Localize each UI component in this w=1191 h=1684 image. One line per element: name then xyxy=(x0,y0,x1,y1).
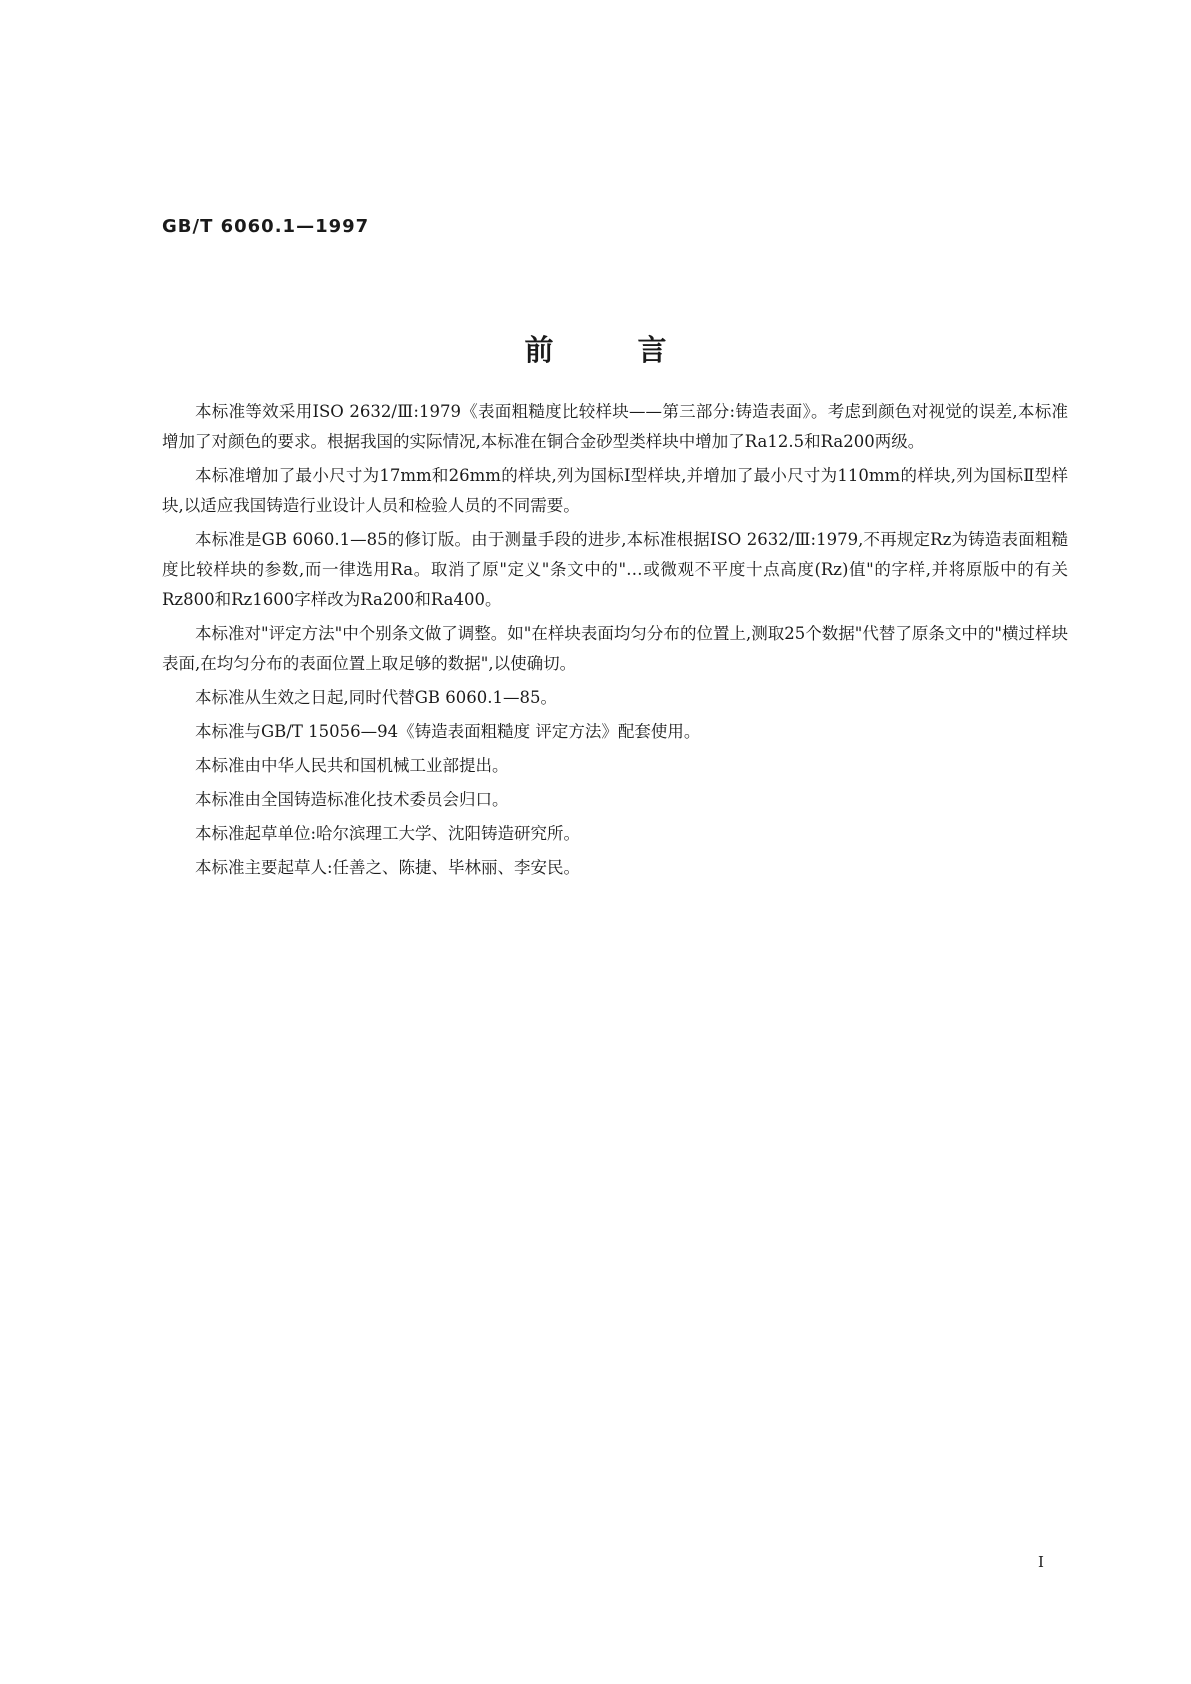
paragraph: 本标准从生效之日起,同时代替GB 6060.1—85。 xyxy=(195,688,558,707)
paragraph: 本标准增加了最小尺寸为17mm和26mm的样块,列为国标Ⅰ型样块,并增加了最小尺寸为110mm的样块,列为国标Ⅱ型样块,以适应我国铸造行业设计人员和检验人员的不同需要。 xyxy=(162,466,1068,515)
paragraph: 本标准对"评定方法"中个别条文做了调整。如"在样块表面均匀分布的位置上,测取25个数据"代替了原条文中的"横过样块表面,在均匀分布的表面位置上取足够的数据",以使确切。 xyxy=(162,624,1068,673)
page-title: 前言 xyxy=(524,333,751,367)
paragraph: 本标准由中华人民共和国机械工业部提出。 xyxy=(195,756,509,775)
paragraph: 本标准与GB/T 15056—94《铸造表面粗糙度 评定方法》配套使用。 xyxy=(195,722,701,741)
paragraph: 本标准由全国铸造标准化技术委员会归口。 xyxy=(195,790,509,809)
paragraph: 本标准等效采用ISO 2632/Ⅲ:1979《表面粗糙度比较样块——第三部分:铸造表面》。考虑到颜色对视觉的误差,本标准增加了对颜色的要求。根据我国的实际情况,本标准在铜合金砂型类样块中增加了Ra12.5和Ra200两级。 xyxy=(162,402,1068,451)
paragraph: 本标准主要起草人:任善之、陈捷、毕林丽、李安民。 xyxy=(195,858,581,877)
foreword-body xyxy=(162,397,1068,883)
paragraph: 本标准是GB 6060.1—85的修订版。由于测量手段的进步,本标准根据ISO 2632/Ⅲ:1979,不再规定Rz为铸造表面粗糙度比较样块的参数,而一律选用Ra。取消了原"定义"条文中的"…或微观不平度十点高度(Rz)值"的字样,并将原版中的有关Rz800和Rz1600字样改为Ra200和Ra400。 xyxy=(162,530,1068,609)
standard-code: GB/T 6060.1—1997 xyxy=(162,216,370,237)
page-number: I xyxy=(1038,1553,1044,1571)
paragraph: 本标准起草单位:哈尔滨理工大学、沈阳铸造研究所。 xyxy=(195,824,581,843)
